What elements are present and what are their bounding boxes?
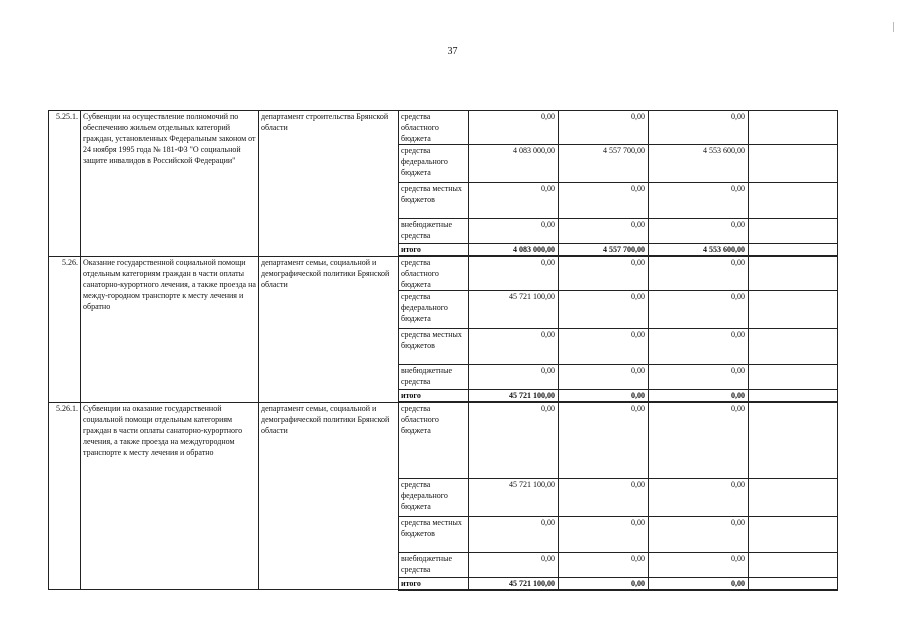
amount-year-3: 4 553 600,00 — [649, 244, 749, 257]
table-row — [49, 402, 838, 478]
funding-source: итого — [399, 577, 469, 590]
amount-year-3: 0,00 — [649, 365, 749, 390]
responsible-department: департамент семьи, социальной и демографической политики Брянской области — [259, 402, 399, 590]
funding-source: средства областного бюджета — [399, 402, 469, 478]
amount-year-1: 4 083 000,00 — [469, 244, 559, 257]
funding-source: итого — [399, 244, 469, 257]
amount-year-1: 0,00 — [469, 183, 559, 219]
empty-cell — [749, 478, 838, 516]
empty-cell — [749, 329, 838, 365]
table-row — [49, 111, 838, 145]
funding-source: внебюджетные средства — [399, 219, 469, 244]
empty-cell — [749, 552, 838, 577]
empty-cell — [749, 219, 838, 244]
amount-year-2: 0,00 — [559, 365, 649, 390]
amount-year-2: 0,00 — [559, 183, 649, 219]
amount-year-2: 0,00 — [559, 329, 649, 365]
amount-year-3: 0,00 — [649, 291, 749, 329]
amount-year-1: 0,00 — [469, 329, 559, 365]
amount-year-3: 0,00 — [649, 219, 749, 244]
amount-year-3: 0,00 — [649, 183, 749, 219]
empty-cell — [749, 244, 838, 257]
responsible-department: департамент семьи, социальной и демографической политики Брянской области — [259, 256, 399, 402]
amount-year-1: 45 721 100,00 — [469, 390, 559, 403]
amount-year-3: 0,00 — [649, 577, 749, 590]
amount-year-2: 0,00 — [559, 402, 649, 478]
empty-cell — [749, 291, 838, 329]
amount-year-1: 45 721 100,00 — [469, 291, 559, 329]
amount-year-3: 4 553 600,00 — [649, 145, 749, 183]
empty-cell — [749, 516, 838, 552]
amount-year-2: 0,00 — [559, 219, 649, 244]
amount-year-1: 0,00 — [469, 552, 559, 577]
amount-year-2: 0,00 — [559, 111, 649, 145]
amount-year-2: 0,00 — [559, 516, 649, 552]
amount-year-1: 0,00 — [469, 219, 559, 244]
amount-year-2: 0,00 — [559, 256, 649, 291]
amount-year-2: 0,00 — [559, 577, 649, 590]
scan-edge-mark — [893, 22, 894, 32]
page-number: 37 — [447, 46, 458, 57]
funding-source: средства областного бюджета — [399, 256, 469, 291]
amount-year-3: 0,00 — [649, 552, 749, 577]
amount-year-2: 4 557 700,00 — [559, 145, 649, 183]
amount-year-2: 4 557 700,00 — [559, 244, 649, 257]
item-name: Субвенции на осуществление полномочий по обеспечению жильем отдельных категорий граждан, установленных Федеральным законом от 24 ноября 1995 года № 181-ФЗ "О социальной защите инвалидов в Российской Федерации" — [81, 111, 259, 257]
amount-year-3: 0,00 — [649, 478, 749, 516]
amount-year-1: 0,00 — [469, 402, 559, 478]
funding-source: внебюджетные средства — [399, 552, 469, 577]
budget-table-body — [49, 111, 838, 590]
amount-year-2: 0,00 — [559, 552, 649, 577]
amount-year-1: 45 721 100,00 — [469, 478, 559, 516]
empty-cell — [749, 577, 838, 590]
funding-source: средства местных бюджетов — [399, 329, 469, 365]
amount-year-1: 45 721 100,00 — [469, 577, 559, 590]
amount-year-2: 0,00 — [559, 478, 649, 516]
item-name: Оказание государственной социальной помощи отдельным категориям граждан в части оплаты санаторно-курортного лечения, а также проезда на между-городном транспорте к месту лечения и обратно — [81, 256, 259, 402]
table-row — [49, 256, 838, 291]
funding-source: средства местных бюджетов — [399, 183, 469, 219]
amount-year-3: 0,00 — [649, 402, 749, 478]
item-number: 5.26.1. — [49, 402, 81, 590]
funding-source: средства областного бюджета — [399, 111, 469, 145]
funding-source: средства федерального бюджета — [399, 478, 469, 516]
amount-year-2: 0,00 — [559, 291, 649, 329]
amount-year-2: 0,00 — [559, 390, 649, 403]
amount-year-3: 0,00 — [649, 516, 749, 552]
funding-source: итого — [399, 390, 469, 403]
amount-year-3: 0,00 — [649, 256, 749, 291]
amount-year-1: 0,00 — [469, 365, 559, 390]
empty-cell — [749, 402, 838, 478]
funding-source: внебюджетные средства — [399, 365, 469, 390]
item-name: Субвенции на оказание государственной социальной помощи отдельным категориям граждан в части оплаты санаторно-курортного лечения, а также проезда на междугородном транспорте к месту лечения и обратно — [81, 402, 259, 590]
amount-year-1: 0,00 — [469, 111, 559, 145]
amount-year-1: 0,00 — [469, 516, 559, 552]
amount-year-3: 0,00 — [649, 390, 749, 403]
responsible-department: департамент строительства Брянской области — [259, 111, 399, 257]
funding-source: средства федерального бюджета — [399, 145, 469, 183]
budget-table — [48, 110, 838, 591]
empty-cell — [749, 145, 838, 183]
amount-year-1: 0,00 — [469, 256, 559, 291]
item-number: 5.26. — [49, 256, 81, 402]
funding-source: средства федерального бюджета — [399, 291, 469, 329]
amount-year-3: 0,00 — [649, 329, 749, 365]
amount-year-3: 0,00 — [649, 111, 749, 145]
empty-cell — [749, 365, 838, 390]
item-number: 5.25.1. — [49, 111, 81, 257]
empty-cell — [749, 111, 838, 145]
empty-cell — [749, 183, 838, 219]
funding-source: средства местных бюджетов — [399, 516, 469, 552]
amount-year-1: 4 083 000,00 — [469, 145, 559, 183]
empty-cell — [749, 256, 838, 291]
empty-cell — [749, 390, 838, 403]
